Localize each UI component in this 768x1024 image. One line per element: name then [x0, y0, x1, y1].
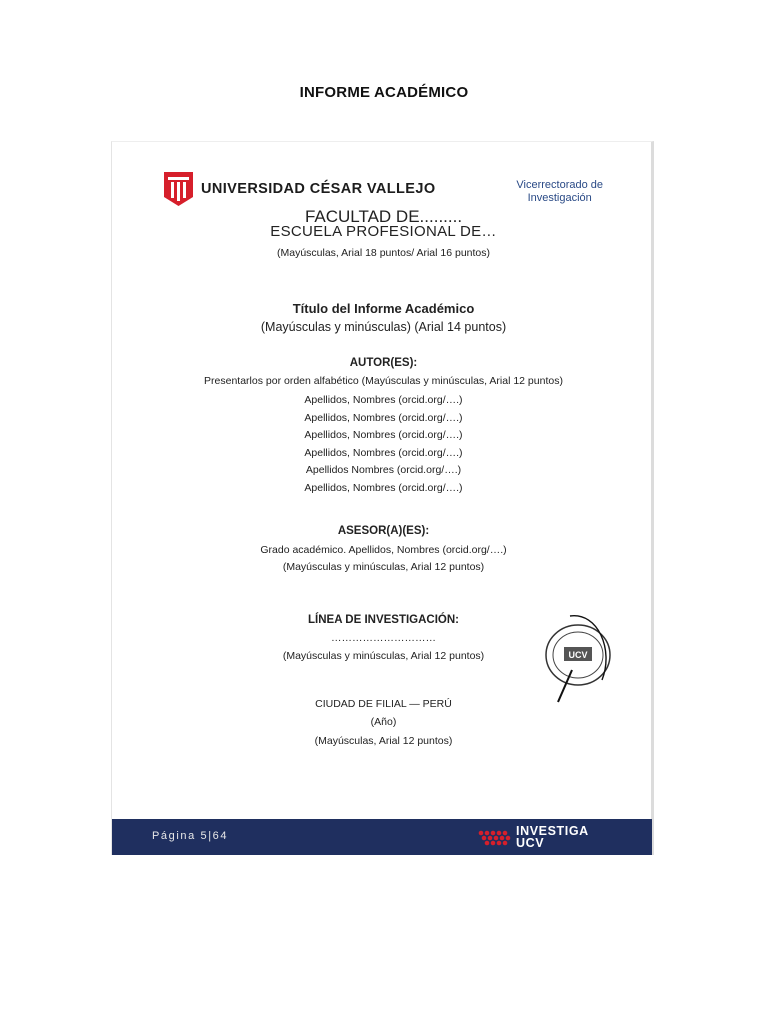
- advisor-format-note: (Mayúsculas y minúsculas, Arial 12 puntos): [282, 561, 485, 573]
- city-format-note: (Mayúsculas, Arial 12 puntos): [314, 735, 453, 747]
- research-line-heading: LÍNEA DE INVESTIGACIÓN:: [308, 614, 459, 626]
- author-item: Apellidos, Nombres (orcid.org/….): [304, 481, 463, 494]
- author-heading: AUTOR(ES):: [349, 357, 418, 369]
- report-title: Título del Informe Académico: [292, 301, 475, 316]
- author-item: Apellidos, Nombres (orcid.org/….): [304, 429, 463, 441]
- investiga-pattern-icon: [478, 826, 512, 848]
- page-title: INFORME ACADÉMICO: [299, 84, 469, 101]
- vicerrectorado-label: [516, 179, 603, 205]
- investiga-ucv-logo: [478, 825, 589, 849]
- author-item: Apellidos, Nombres (orcid.org/….): [304, 446, 463, 459]
- ucv-shield-icon: [164, 172, 193, 206]
- cover-page-image: [111, 141, 654, 855]
- author-item: Apellidos, Nombres (orcid.org/….): [304, 394, 463, 406]
- author-item: Apellidos, Nombres (orcid.org/….): [304, 411, 463, 424]
- school-line: ESCUELA PROFESIONAL DE…: [270, 223, 497, 240]
- page-number: Página 5|64: [152, 830, 229, 842]
- cover-footer: [112, 819, 652, 855]
- seal-label: UCV: [568, 650, 588, 660]
- advisor-heading: ASESOR(A)(ES):: [337, 525, 430, 537]
- investiga-wordmark: [516, 825, 589, 849]
- author-list: [112, 392, 655, 497]
- advisor-line: Grado académico. Apellidos, Nombres (orcid.org/….): [260, 544, 507, 556]
- city-line: CIUDAD DE FILIAL — PERÚ: [315, 698, 452, 710]
- author-item: Apellidos Nombres (orcid.org/….): [305, 464, 462, 476]
- research-line-format-note: (Mayúsculas y minúsculas, Arial 12 puntos): [282, 650, 485, 662]
- faculty-line: FACULTAD DE.........: [304, 207, 463, 226]
- official-seal-stamp: [540, 610, 616, 706]
- author-instruction: Presentarlos por orden alfabético (Mayúsculas y minúsculas, Arial 12 puntos): [204, 375, 563, 387]
- university-name: UNIVERSIDAD CÉSAR VALLEJO: [201, 181, 436, 197]
- year-line: (Año): [370, 716, 397, 728]
- faculty-format-note: (Mayúsculas, Arial 18 puntos/ Arial 16 puntos): [276, 247, 491, 259]
- vicerrectorado-line-2: Investigación: [527, 192, 592, 204]
- title-format-note: (Mayúsculas y minúsculas) (Arial 14 puntos): [260, 320, 507, 334]
- vicerrectorado-line-1: Vicerrectorado de: [516, 179, 603, 191]
- university-logo: [164, 172, 436, 206]
- investiga-word: INVESTIGA: [516, 824, 589, 838]
- research-line-placeholder: …………………………: [331, 632, 436, 644]
- ucv-word: UCV: [516, 836, 545, 850]
